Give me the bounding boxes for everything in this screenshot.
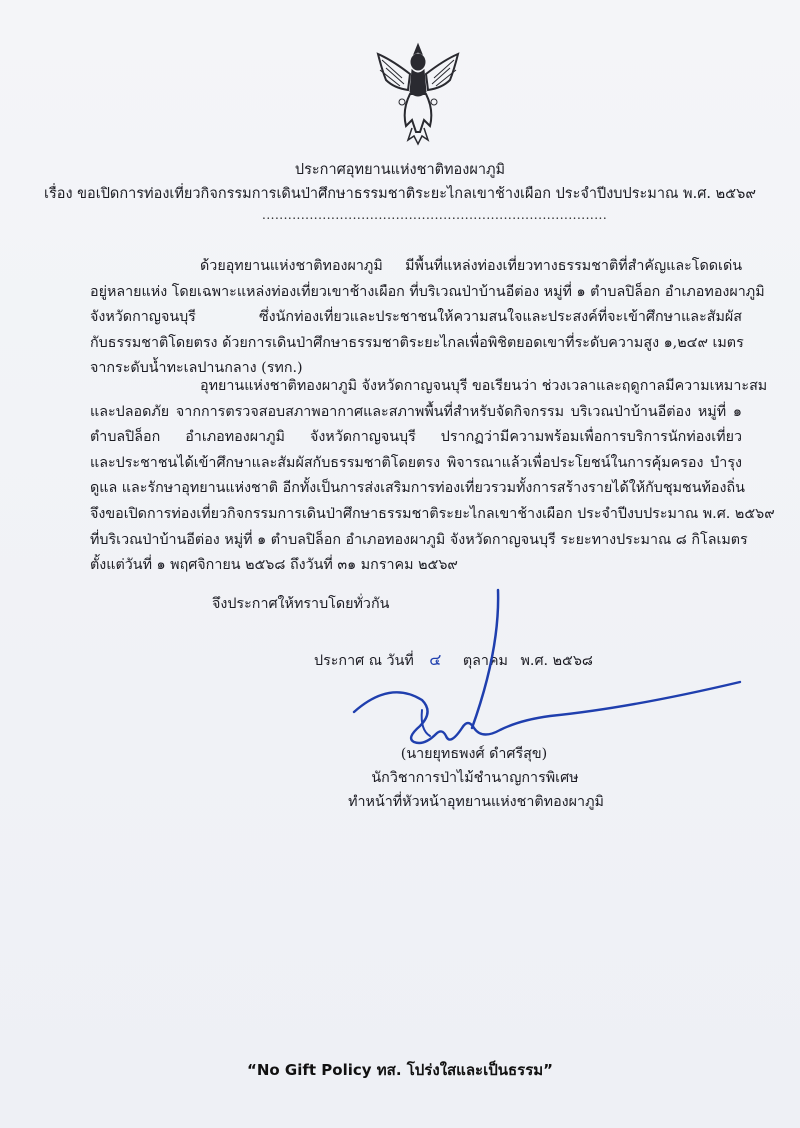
paragraph-1	[90, 254, 765, 382]
paragraph-line: อยู่หลายแห่ง โดยเฉพาะแหล่งท่องเที่ยวเขาช้างเผือก ที่บริเวณป่าบ้านอีต่อง หมู่ที่ ๑ ตำบลปิล็อก อำเภอทองผาภูมิ	[90, 283, 765, 300]
signature-icon	[350, 560, 750, 760]
date-month: ตุลาคม	[462, 653, 508, 669]
paragraph-line: ตั้งแต่วันที่ ๑ พฤศจิกายน ๒๕๖๘ ถึงวันที่ ๓๑ มกราคม ๒๕๖๙	[90, 557, 458, 574]
separator-line: ................................................................................	[262, 208, 608, 222]
paragraph-line: จากระดับน้ำทะเลปานกลาง (รทก.)	[90, 360, 303, 377]
date-prefix: ประกาศ ณ วันที่	[314, 653, 414, 669]
no-gift-policy-footer: “No Gift Policy ทส. โปร่งใสและเป็นธรรม”	[246, 1061, 554, 1079]
signer-role: ทำหน้าที่หัวหน้าอุทยานแห่งชาติทองผาภูมิ	[348, 794, 604, 810]
paragraph-line: จึงขอเปิดการท่องเที่ยวกิจกรรมการเดินป่าศึกษาธรรมชาติระยะไกลเขาช้างเผือก ประจำปีงบประมาณ พ.ศ. ๒๕๖๙	[90, 505, 775, 522]
signer-position: นักวิชาการป่าไม้ชำนาญการพิเศษ	[371, 770, 579, 786]
paragraph-2	[90, 374, 775, 579]
paragraph-line: ที่บริเวณป่าบ้านอีต่อง หมู่ที่ ๑ ตำบลปิล็อก อำเภอทองผาภูมิ จังหวัดกาญจนบุรี ระยะทางประมาณ ๘ กิโลเมตร	[90, 531, 748, 548]
paragraph-line: กับธรรมชาติโดยตรง ด้วยการเดินป่าศึกษาธรรมชาติระยะไกลเพื่อพิชิตยอดเขาที่ระดับความสูง ๑,๒๔๙ เมตร	[90, 334, 744, 351]
subject-line: เรื่อง ขอเปิดการท่องเที่ยวกิจกรรมการเดินป่าศึกษาธรรมชาติระยะไกลเขาช้างเผือก ประจำปีงบประมาณ พ.ศ. ๒๕๖๙	[44, 186, 756, 202]
paragraph-line: อุทยานแห่งชาติทองผาภูมิ จังหวัดกาญจนบุรี ขอเรียนว่า ช่วงเวลาและฤดูกาลมีความเหมาะสม	[200, 378, 768, 394]
paragraph-line: ดูแล และรักษาอุทยานแห่งชาติ อีกทั้งเป็นการส่งเสริมการท่องเที่ยวรวมทั้งการสร้างรายได้ให้กับชุมชนท้องถิ่น	[90, 480, 745, 497]
paragraph-line: และประชาชนได้เข้าศึกษาและสัมผัสกับธรรมชาติโดยตรง พิจารณาแล้วเพื่อประโยชน์ในการคุ้มครอง บำรุง	[90, 454, 742, 471]
paragraph-line: และปลอดภัย จากการตรวจสอบสภาพอากาศและสภาพพื้นที่สำหรับจัดกิจกรรม บริเวณป่าบ้านอีต่อง หมู่ที่ ๑	[90, 403, 742, 420]
announcement-line: จึงประกาศให้ทราบโดยทั่วกัน	[212, 596, 390, 612]
paragraph-line: ตำบลปิล็อก อำเภอทองผาภูมิ จังหวัดกาญจนบุรี ปรากฏว่ามีความพร้อมเพื่อการบริการนักท่องเที่ยว	[90, 429, 742, 446]
signer-name: (นายยุทธพงศ์ ดำศรีสุข)	[400, 746, 548, 762]
paragraph-line: ด้วยอุทยานแห่งชาติทองผาภูมิ มีพื้นที่แหล่งท่องเที่ยวทางธรรมชาติที่สำคัญและโดดเด่น	[200, 258, 742, 274]
date-year: พ.ศ. ๒๕๖๘	[520, 653, 593, 669]
page-title: ประกาศอุทยานแห่งชาติทองผาภูมิ	[294, 162, 506, 178]
garuda-emblem-icon	[372, 40, 464, 148]
date-day: ๔	[429, 650, 442, 669]
paragraph-line: จังหวัดกาญจนบุรี ซึ่งนักท่องเที่ยวและประชาชนให้ความสนใจและประสงค์ที่จะเข้าศึกษาและสัมผัส	[90, 309, 742, 326]
